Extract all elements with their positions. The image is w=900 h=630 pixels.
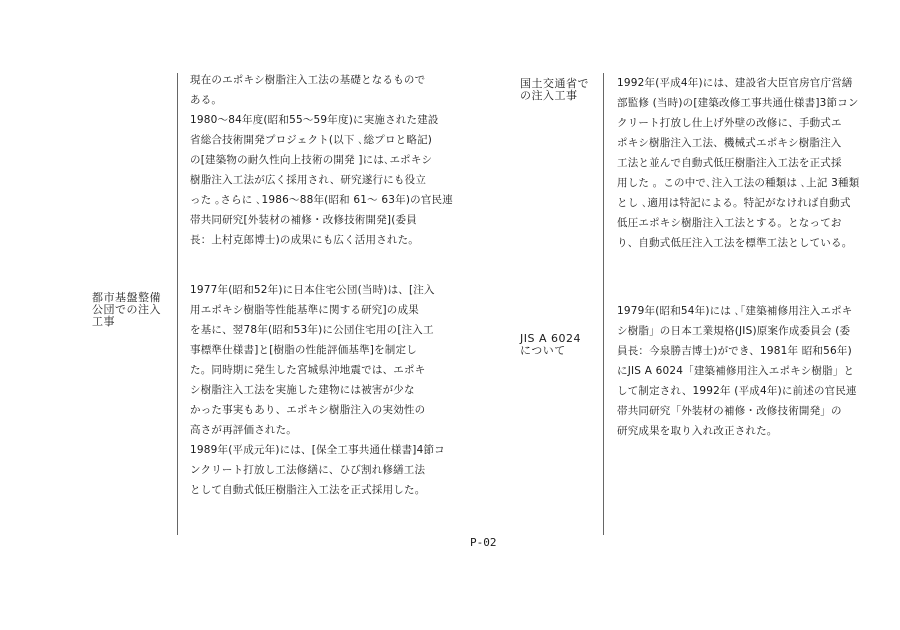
right-column-divider bbox=[603, 73, 604, 535]
text-line: とし ､適用は特記による。特記がなければ自動式 bbox=[617, 197, 851, 209]
text-line: として自動式低圧樹脂注入工法を正式採用した。 bbox=[190, 484, 426, 496]
text-line: 帯共同研究[外装材の補修・改修技術開発](委員 bbox=[190, 214, 417, 226]
text-line: た。同時期に発生した宮城県沖地震では、エポキ bbox=[190, 364, 426, 376]
side-heading-line: について bbox=[520, 344, 566, 357]
text-line: して制定され、1992年 (平成4年)に前述の官民連 bbox=[617, 385, 857, 397]
right-paragraph-2 bbox=[617, 301, 857, 441]
side-heading-line: 公団での注入 bbox=[92, 303, 161, 316]
side-heading-line: の注入工事 bbox=[520, 89, 578, 102]
text-line: 工法と並んで自動式低圧樹脂注入工法を正式採 bbox=[617, 157, 842, 169]
text-line: シ樹脂」の日本工業規格(JIS)原案作成委員会 (委 bbox=[617, 325, 851, 337]
left-paragraph-2 bbox=[190, 280, 445, 500]
side-heading-line: 国土交通省で bbox=[520, 77, 589, 90]
text-line: にJIS A 6024「建築補修用注入エポキシ樹脂」と bbox=[617, 365, 855, 377]
text-line: 現在のエポキシ樹脂注入工法の基礎となるもので bbox=[190, 74, 426, 86]
text-line: 1977年(昭和52年)に日本住宅公団(当時)は、[注入 bbox=[190, 284, 435, 296]
text-line: 用した 。この中で､注入工法の種類は ､上記 3種類 bbox=[617, 177, 860, 189]
text-line: を基に、翌78年(昭和53年)に公団住宅用の[注入工 bbox=[190, 324, 434, 336]
side-heading-line: 都市基盤整備 bbox=[92, 291, 161, 304]
text-line: 部監修 (当時)の[建築改修工事共通仕様書]3節コン bbox=[617, 97, 859, 109]
text-line: シ樹脂注入工法を実施した建物には被害が少な bbox=[190, 384, 415, 396]
text-line: ポキシ樹脂注入工法、機械式エポキシ樹脂注入 bbox=[617, 137, 842, 149]
text-line: 員長：今泉勝吉博士)ができ、1981年 昭和56年) bbox=[617, 345, 852, 357]
text-line: 研究成果を取り入れ改正された。 bbox=[617, 425, 778, 437]
text-line: 1992年(平成4年)には、建設省大臣官房官庁営繕 bbox=[617, 77, 853, 89]
text-line: クリート打放し仕上げ外壁の改修に、手動式エ bbox=[617, 117, 842, 129]
right-paragraph-1 bbox=[617, 73, 859, 253]
text-line: ある。 bbox=[190, 94, 223, 106]
text-line: 樹脂注入工法が広く採用され、研究遂行にも役立 bbox=[190, 174, 427, 186]
text-line: 省総合技術開発プロジェクト(以下 ､総プロと略記) bbox=[190, 134, 433, 146]
text-line: の[建築物の耐久性向上技術の開発 ]には､エポキシ bbox=[190, 154, 433, 166]
side-heading-line: JIS A 6024 bbox=[520, 332, 581, 345]
text-line: り、自動式低圧注入工法を標準工法としている。 bbox=[617, 237, 853, 249]
left-paragraph-1 bbox=[190, 70, 453, 250]
text-line: 1980～84年度(昭和55～59年度)に実施された建設 bbox=[190, 114, 439, 126]
text-line: った ｡さらに ､1986～88年(昭和 61～ 63年)の官民連 bbox=[190, 194, 453, 206]
text-line: 長：上村克郎博士)の成果にも広く活用された。 bbox=[190, 234, 419, 246]
side-heading-line: 工事 bbox=[92, 315, 115, 328]
text-line: 帯共同研究「外装材の補修・改修技術開発」の bbox=[617, 405, 842, 417]
side-heading-toshi-kiban bbox=[92, 292, 161, 328]
side-heading-jis bbox=[520, 333, 581, 357]
text-line: 1989年(平成元年)には、[保全工事共通仕様書]4節コ bbox=[190, 444, 445, 456]
text-line: 用エポキシ樹脂等性能基準に関する研究]の成果 bbox=[190, 304, 419, 316]
text-line: 1979年(昭和54年)には ､｢建築補修用注入エポキ bbox=[617, 305, 853, 317]
side-heading-kokudo bbox=[520, 78, 589, 102]
left-column-divider bbox=[177, 73, 178, 535]
text-line: 高さが再評価された。 bbox=[190, 424, 297, 436]
text-line: 低圧エポキシ樹脂注入工法とする。となってお bbox=[617, 217, 842, 229]
page-number: P-02 bbox=[470, 536, 497, 549]
text-line: ンクリート打放し工法修繕に、ひび割れ修繕工法 bbox=[190, 464, 426, 476]
text-line: かった事実もあり、エポキシ樹脂注入の実効性の bbox=[190, 404, 426, 416]
text-line: 事標準仕様書]と[樹脂の性能評価基準]を制定し bbox=[190, 344, 417, 356]
